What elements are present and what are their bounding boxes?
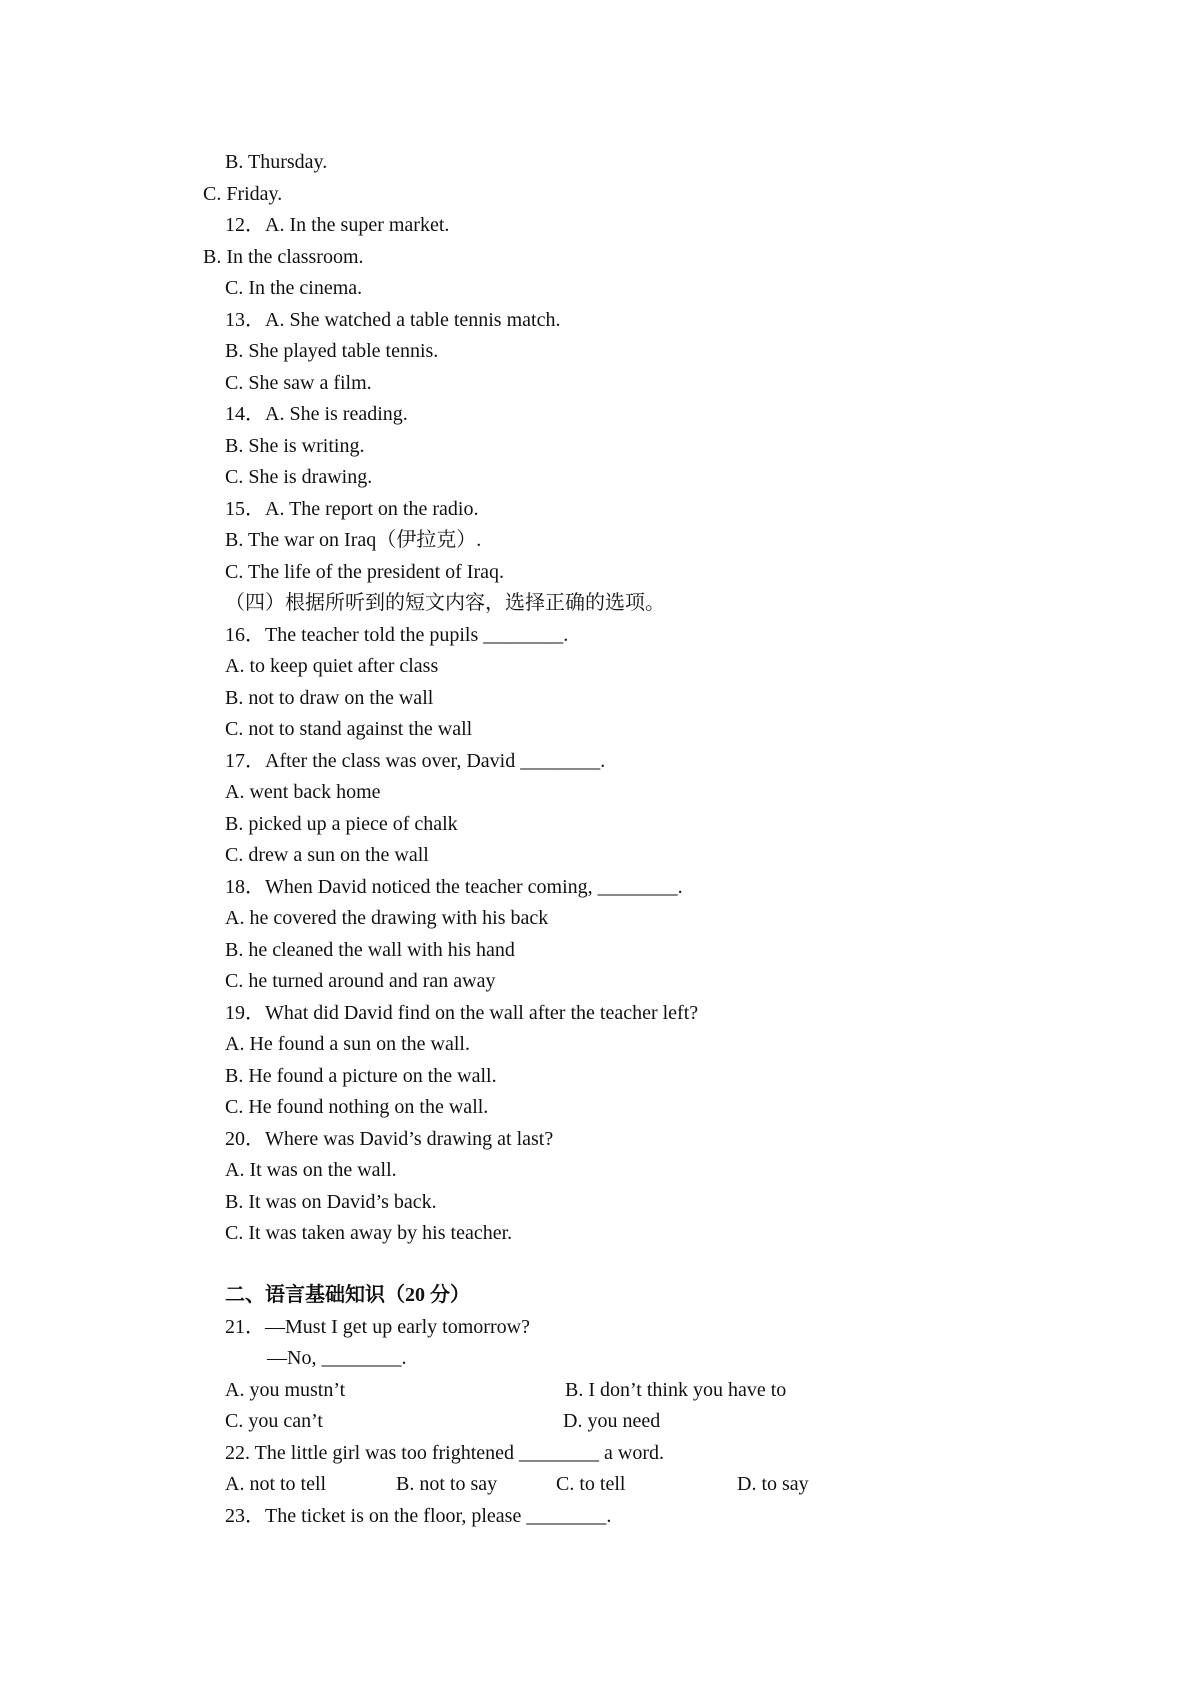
answer-blank-line: —No, ________.: [267, 1347, 407, 1369]
question-line: 18．When David noticed the teacher coming, ________.: [225, 876, 683, 898]
option-line: A. to keep quiet after class: [225, 655, 439, 677]
section-heading: 二、语言基础知识（20 分）: [225, 1284, 470, 1306]
option-line: B. Thursday.: [225, 151, 328, 173]
option-line: A. It was on the wall.: [225, 1159, 397, 1181]
option-line: B. He found a picture on the wall.: [225, 1065, 497, 1087]
option-line: C. The life of the president of Iraq.: [225, 561, 504, 583]
option-line: A. he covered the drawing with his back: [225, 907, 549, 929]
question-line: 12．A. In the super market.: [225, 214, 450, 236]
option-line: C. It was taken away by his teacher.: [225, 1222, 513, 1244]
option-line: A. He found a sun on the wall.: [225, 1033, 470, 1055]
option-line: B. The war on Iraq（伊拉克）.: [225, 529, 482, 551]
option-line: C. Friday.: [203, 183, 283, 205]
option-line: B. he cleaned the wall with his hand: [225, 939, 515, 961]
option-line: C. drew a sun on the wall: [225, 844, 429, 866]
option-line: C. he turned around and ran away: [225, 970, 496, 992]
question-line: 13．A. She watched a table tennis match.: [225, 309, 561, 331]
option-c: C. to tell: [556, 1473, 626, 1495]
option-a: A. not to tell: [225, 1473, 327, 1495]
option-line: B. not to draw on the wall: [225, 687, 434, 709]
option-a: A. you mustn’t: [225, 1379, 346, 1401]
question-line: 16．The teacher told the pupils ________.: [225, 624, 569, 646]
option-line: B. It was on David’s back.: [225, 1191, 437, 1213]
option-b: B. not to say: [396, 1473, 498, 1495]
question-line: 19．What did David find on the wall after the teacher left?: [225, 1002, 699, 1024]
option-d: D. to say: [737, 1473, 809, 1495]
question-line: 22. The little girl was too frightened ________ a word.: [225, 1442, 664, 1464]
option-line: A. went back home: [225, 781, 381, 803]
option-line: C. not to stand against the wall: [225, 718, 473, 740]
option-line: C. In the cinema.: [225, 277, 363, 299]
option-line: C. He found nothing on the wall.: [225, 1096, 489, 1118]
option-c: C. you can’t: [225, 1410, 323, 1432]
option-line: B. In the classroom.: [203, 246, 364, 268]
option-line: B. She is writing.: [225, 435, 365, 457]
question-line: 15．A. The report on the radio.: [225, 498, 479, 520]
option-b: B. I don’t think you have to: [565, 1379, 787, 1401]
option-line: B. picked up a piece of chalk: [225, 813, 458, 835]
option-d: D. you need: [563, 1410, 661, 1432]
question-line: 23．The ticket is on the floor, please ________.: [225, 1505, 612, 1527]
question-line: 20．Where was David’s drawing at last?: [225, 1128, 554, 1150]
question-line: 17．After the class was over, David ________.: [225, 750, 606, 772]
section-instruction: （四）根据所听到的短文内容，选择正确的选项。: [225, 592, 665, 614]
option-line: C. She is drawing.: [225, 466, 373, 488]
question-line: 21．—Must I get up early tomorrow?: [225, 1316, 530, 1338]
option-line: C. She saw a film.: [225, 372, 372, 394]
option-line: B. She played table tennis.: [225, 340, 439, 362]
question-line: 14．A. She is reading.: [225, 403, 408, 425]
